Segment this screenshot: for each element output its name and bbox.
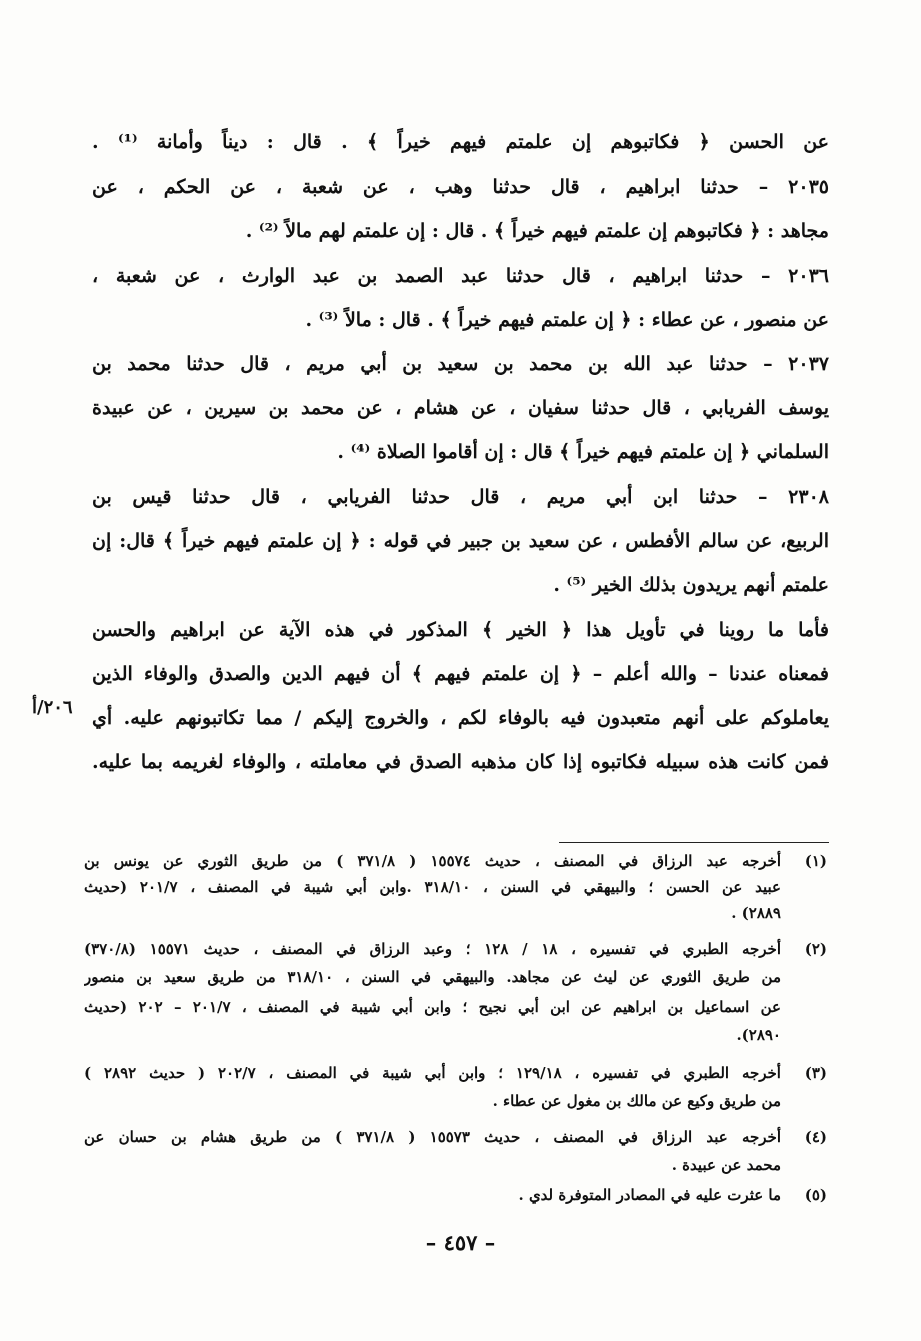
body-line: فمن كانت هذه سبيله فكاتبوه إذا كان مذهبه الصدق في معاملته ، والوفاء لغريمه بما عليه. [92,751,829,773]
footnote-separator [559,842,829,843]
body-line: عن الحسن ﴿ فكاتبوهم إن علمتم فيهم خيراً ﴾ . قال : ديناً وأمانة ⁽¹⁾ . [92,131,829,153]
footnote-line: من طريق وكيع عن مالك بن مغول عن عطاء . [492,1092,781,1110]
footnote-line: أخرجه عبد الرزاق في المصنف ، حديث ١٥٥٧٣ ( ٣٧١/٨ ) من طريق هشام بن حسان عن [84,1128,781,1146]
footnote-number: (٢) [804,940,827,958]
body-line: ٢٠٣٧ – حدثنا عبد الله بن محمد بن سعيد بن أبي مريم ، قال حدثنا محمد بن [92,353,829,375]
body-line: الربيع، عن سالم الأفطس ، عن سعيد بن جبير في قوله : ﴿ إن علمتم فيهم خيراً ﴾ قال: إن [92,530,829,552]
footnote-number: (٥) [804,1186,827,1204]
footnote-line: عن اسماعيل بن ابراهيم عن ابن أبي نجيح ؛ وابن أبي شيبة في المصنف ، ٢٠١/٧ – ٢٠٢ (حديث [84,998,781,1016]
footnote-line: أخرجه عبد الرزاق في المصنف ، حديث ١٥٥٧٤ ( ٣٧١/٨ ) من طريق الثوري عن يونس بن [84,852,781,870]
body-line: يوسف الفريابي ، قال حدثنا سفيان ، عن هشام ، عن محمد بن سيرين ، عن عبيدة [92,397,829,419]
footnote-line: ٢٨٩٠). [736,1026,781,1044]
body-line: فمعناه عندنا – والله أعلم – ﴿ إن علمتم فيهم ﴾ أن فيهم الدين والصدق والوفاء الذين [92,663,829,685]
footnote-number: (١) [804,852,827,870]
footnote-line: محمد عن عبيدة . [671,1156,781,1174]
body-line: ٢٣٠٨ – حدثنا ابن أبي مريم ، قال حدثنا الفريابي ، قال حدثنا قيس بن [92,486,829,508]
footnote-number: (٣) [804,1064,827,1082]
page-number: – ٤٥٧ – [425,1230,496,1255]
margin-folio-note: ٢٠٦/أ [32,697,73,718]
body-line: يعاملوكم على أنهم متعبدون فيه بالوفاء لكم ، والخروج إليكم / مما تكاتبونهم عليه. أي [92,707,829,729]
footnote-line: من طريق الثوري عن ليث عن مجاهد. والبيهقي في السنن ، ٣١٨/١٠ من طريق سعيد بن منصور [84,968,781,986]
footnote-line: ٢٨٨٩) . [731,904,781,922]
body-line: علمتم أنهم يريدون بذلك الخير ⁽⁵⁾ . [553,574,829,596]
body-line: ٢٠٣٦ – حدثنا ابراهيم ، قال حدثنا عبد الصمد بن عبد الوارث ، عن شعبة ، [92,265,829,287]
body-line: السلماني ﴿ إن علمتم فيهم خيراً ﴾ قال : إن أقاموا الصلاة ⁽⁴⁾ . [337,441,829,463]
body-line: عن منصور ، عن عطاء : ﴿ إن علمتم فيهم خيراً ﴾ . قال : مالاً ⁽³⁾ . [305,309,829,331]
footnote-number: (٤) [804,1128,827,1146]
body-line: فأما ما روينا في تأويل هذا ﴿ الخير ﴾ المذكور في هذه الآية عن ابراهيم والحسن [92,619,829,641]
footnote-line: أخرجه الطبري في تفسيره ، ١٨ / ١٢٨ ؛ وعبد الرزاق في المصنف ، حديث ١٥٥٧١ (٣٧٠/٨) [84,940,781,958]
footnote-line: عبيد عن الحسن ؛ والبيهقي في السنن ، ٣١٨/١٠ .وابن أبي شيبة في المصنف ، ٢٠١/٧ (حديث [84,878,781,896]
footnote-line: ما عثرت عليه في المصادر المتوفرة لدي . [518,1186,781,1204]
body-line: ٢٠٣٥ – حدثنا ابراهيم ، قال حدثنا وهب ، عن شعبة ، عن الحكم ، عن [92,176,829,198]
footnote-line: أخرجه الطبري في تفسيره ، ١٢٩/١٨ ؛ وابن أبي شيبة في المصنف ، ٢٠٢/٧ ( حديث ٢٨٩٢ ) [84,1064,781,1082]
body-line: مجاهد : ﴿ فكاتبوهم إن علمتم فيهم خيراً ﴾ . قال : إن علمتم لهم مالاً ⁽²⁾ . [245,220,829,242]
